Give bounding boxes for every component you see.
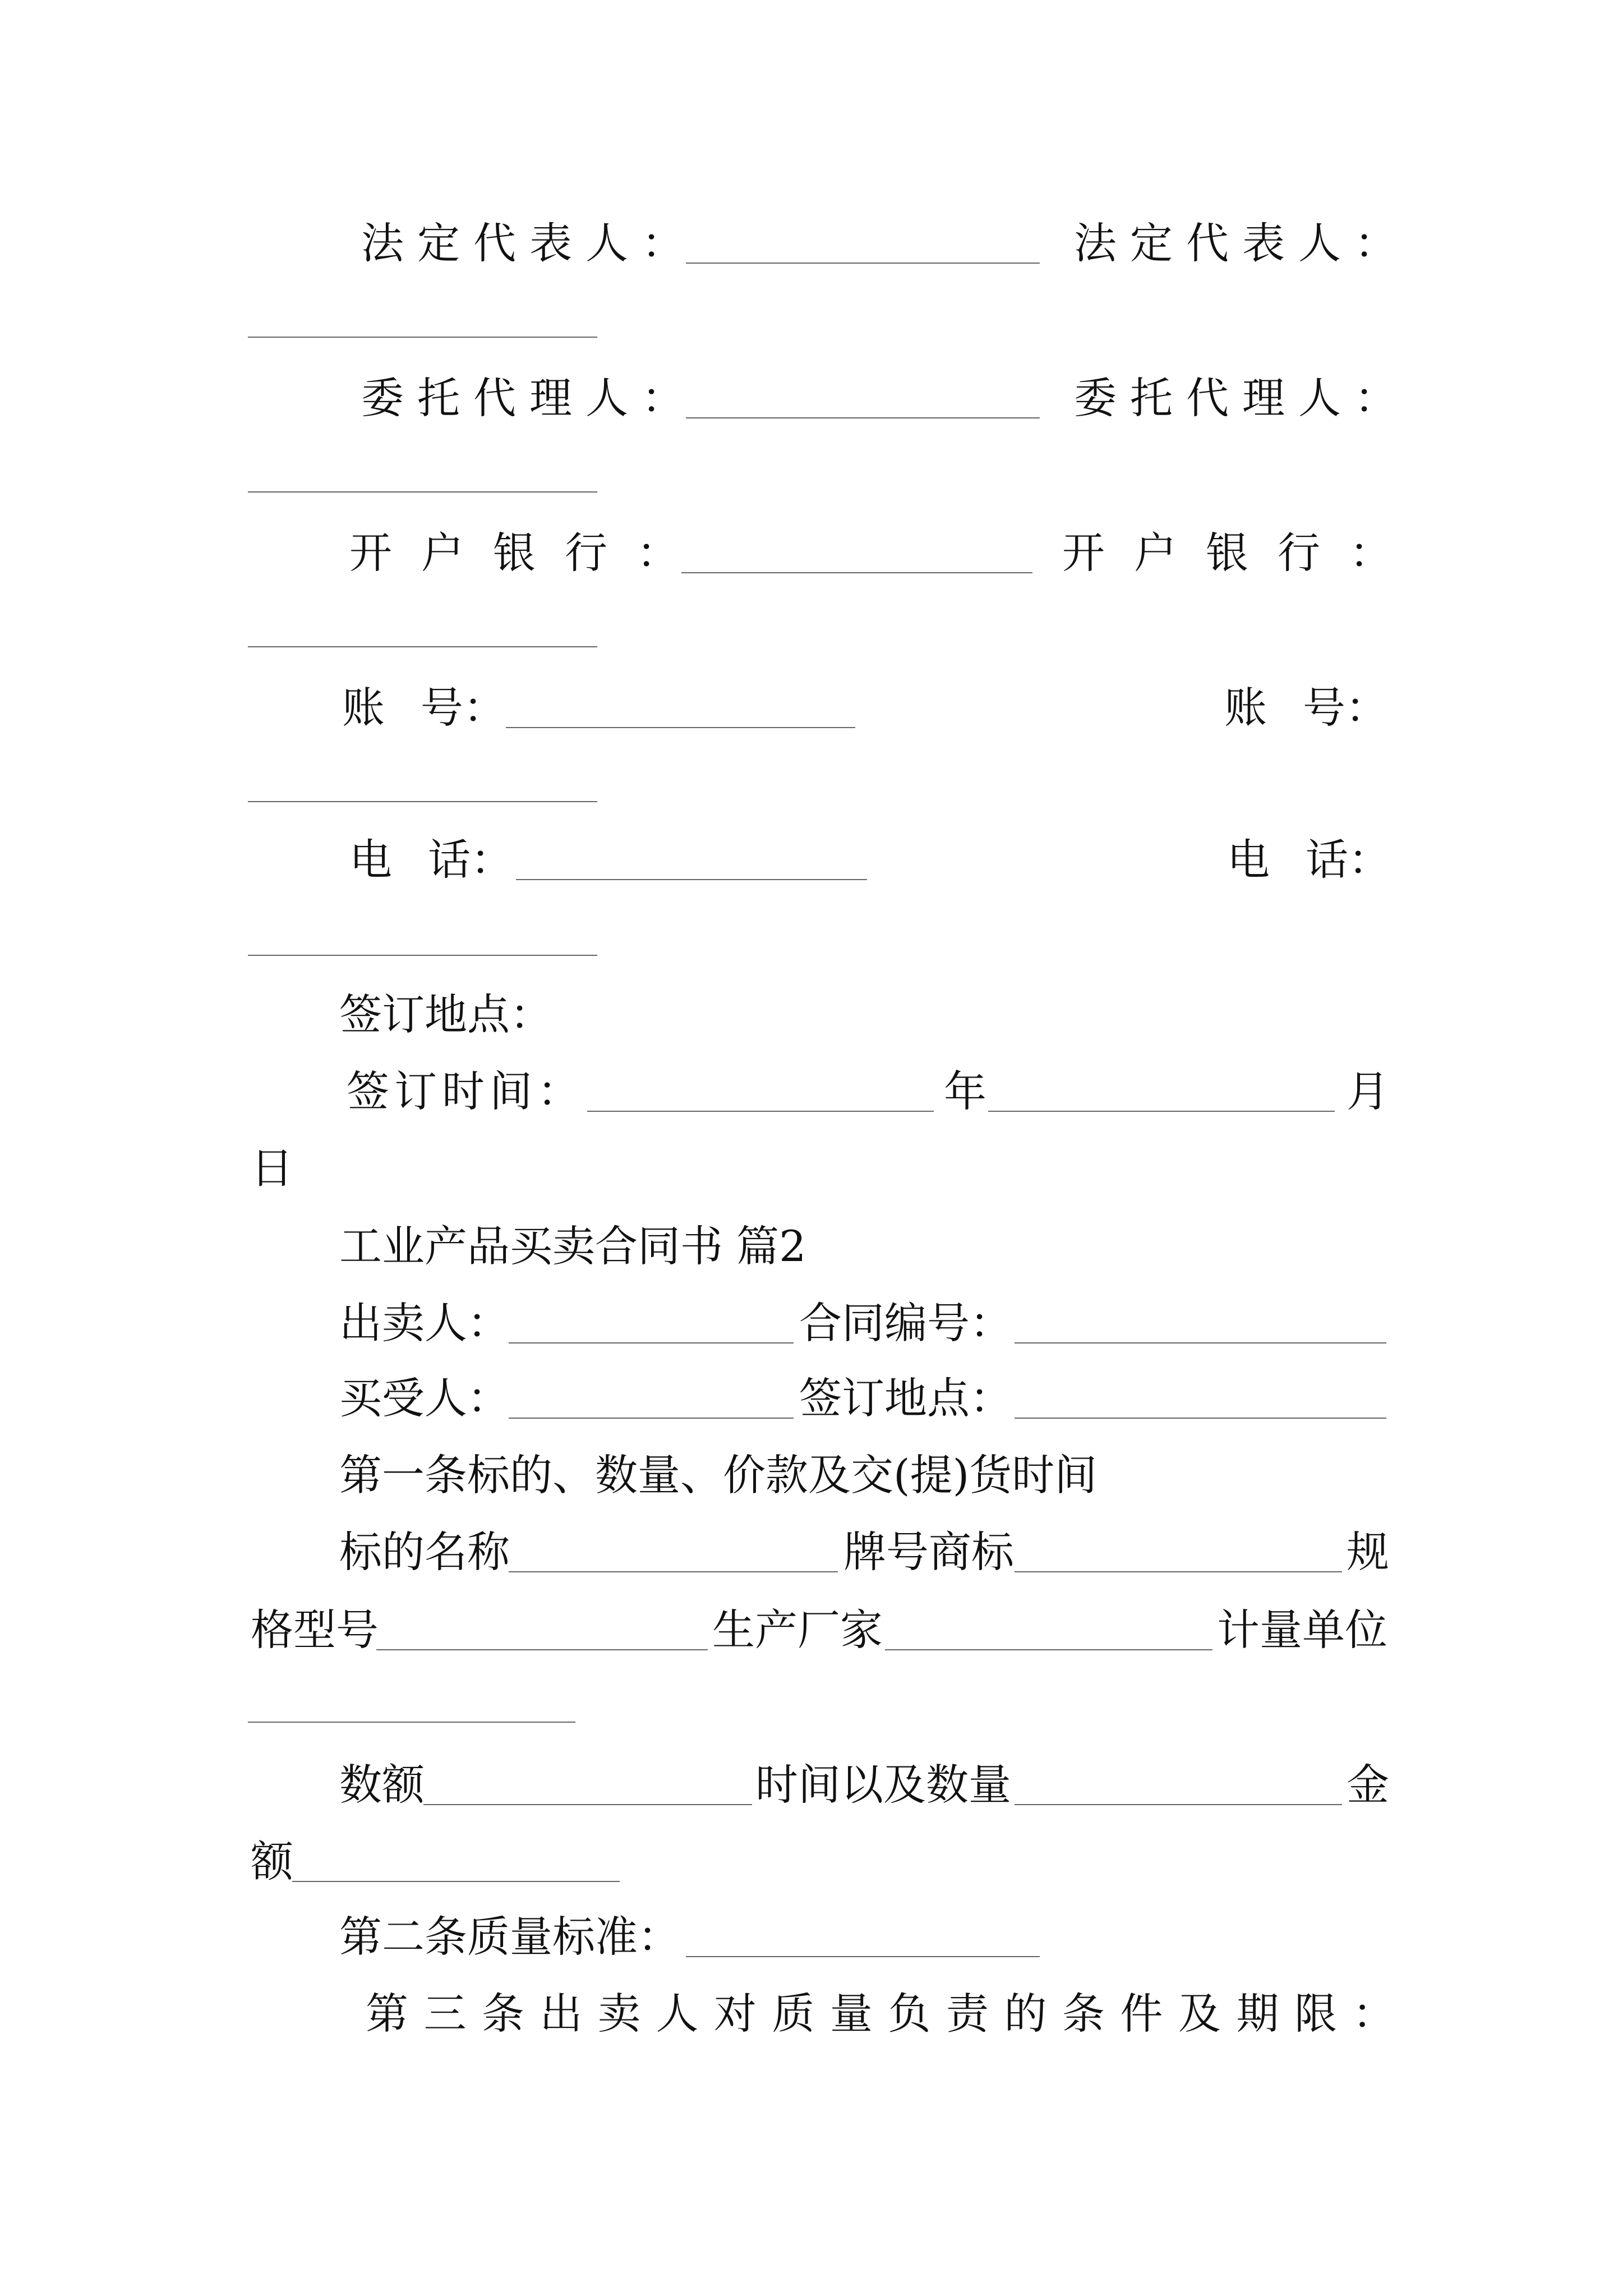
authorized-agent-label-right: 委托代理人： [1074, 373, 1410, 423]
month-unit: 月 [1347, 1066, 1389, 1116]
subject-name-blank [509, 1571, 838, 1572]
authorized-agent-label-left: 委托代理人： [361, 373, 698, 423]
amount-label-part1: 金 [1347, 1760, 1389, 1810]
spec-model-label-part2: 格型号 [251, 1605, 379, 1655]
legal-representative-label-right: 法定代表人： [1074, 218, 1410, 268]
article-3-heading: 第三条出卖人对质量负责的条件及期限： [366, 1989, 1410, 2039]
quantity-blank [423, 1804, 752, 1805]
phone-blank-left [516, 879, 867, 880]
phone-label-left: 电话： [349, 835, 513, 885]
year-unit: 年 [944, 1066, 986, 1116]
account-blank-left [506, 727, 855, 728]
legal-representative-label-left: 法定代表人： [361, 218, 698, 268]
bank-blank-right [248, 646, 597, 647]
account-label-right: 账号： [1224, 683, 1388, 733]
manufacturer-blank [885, 1649, 1212, 1650]
quality-standard-blank [686, 1956, 1040, 1957]
bank-blank-left [681, 572, 1032, 573]
bank-label-right: 开户银行： [1062, 528, 1421, 578]
contract-signing-place-blank [1015, 1418, 1386, 1419]
delivery-time-quantity-blank [1015, 1804, 1342, 1805]
account-label-left: 账号： [342, 683, 506, 733]
seller-blank [509, 1342, 794, 1343]
contract-number-blank [1015, 1342, 1386, 1343]
authorized-agent-blank-right [248, 491, 597, 493]
brand-trademark-blank [1015, 1571, 1342, 1572]
seller-label: 出卖人： [339, 1298, 510, 1348]
phone-blank-right [248, 955, 597, 956]
subject-name-label: 标的名称 [339, 1527, 510, 1577]
spec-model-label-part1: 规 [1347, 1527, 1389, 1577]
signing-place-label: 签订地点： [339, 990, 552, 1039]
spec-model-blank [376, 1649, 708, 1650]
amount-blank [292, 1881, 620, 1882]
bank-label-left: 开户银行： [349, 528, 708, 578]
account-blank-right [248, 801, 597, 802]
legal-representative-blank-right [248, 337, 597, 338]
delivery-time-quantity-label: 时间以及数量 [755, 1760, 1011, 1810]
brand-trademark-label: 牌号商标 [843, 1527, 1014, 1577]
phone-label-right: 电话： [1227, 835, 1391, 885]
contract-number-label: 合同编号： [799, 1298, 1012, 1348]
amount-label-part2: 额 [251, 1837, 293, 1887]
quantity-label: 数额 [339, 1760, 425, 1810]
day-unit: 日 [251, 1143, 293, 1193]
signing-year-blank [587, 1111, 934, 1112]
article-1-heading: 第一条标的、数量、价款及交(提)货时间 [339, 1450, 1098, 1500]
buyer-blank [509, 1418, 794, 1419]
legal-representative-blank-left [686, 263, 1040, 264]
signing-time-label: 签订时间： [347, 1066, 585, 1116]
manufacturer-label: 生产厂家 [712, 1605, 883, 1655]
unit-of-measure-label: 计量单位 [1217, 1605, 1387, 1655]
unit-of-measure-blank [248, 1722, 575, 1723]
contract-title: 工业产品买卖合同书 篇2 [339, 1221, 806, 1271]
buyer-label: 买受人： [339, 1373, 510, 1423]
signing-month-blank [988, 1111, 1335, 1112]
contract-signing-place-label: 签订地点： [799, 1373, 1012, 1423]
article-2-heading: 第二条质量标准： [339, 1912, 680, 1962]
authorized-agent-blank-left [686, 417, 1040, 418]
